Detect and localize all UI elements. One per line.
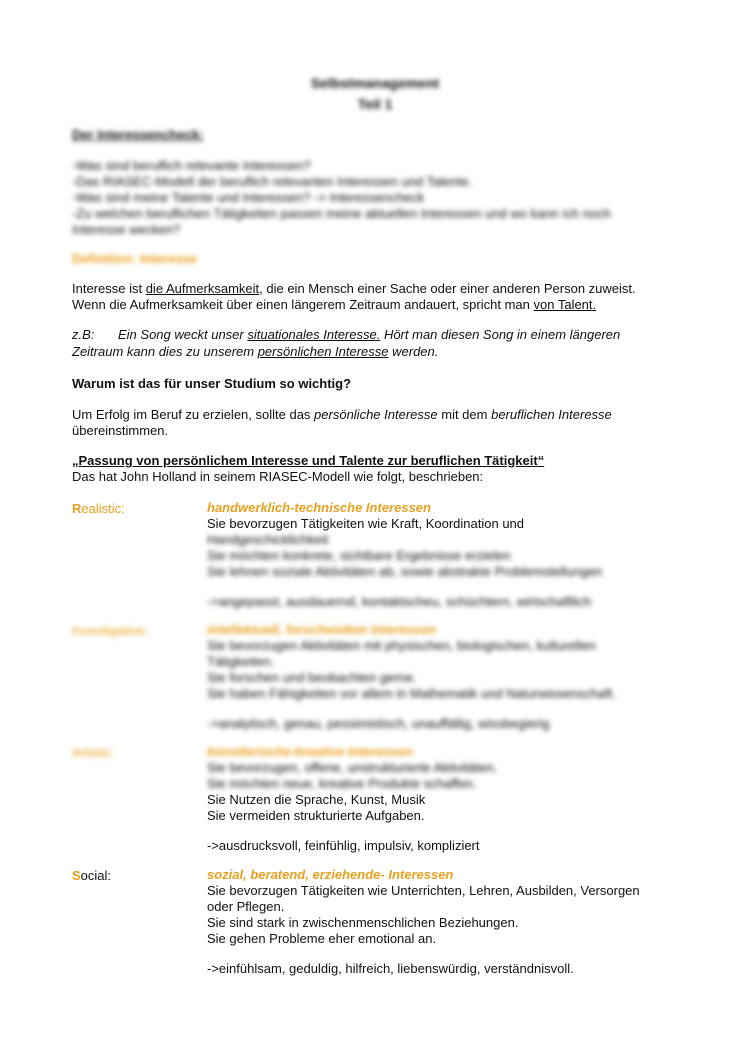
intro-question: -Was sind meine Talente und Interessen? -> Interessencheck [72,190,425,205]
example-line-2: Zeitraum kann dies zu unserem persönlichen Interesse werden. [72,344,439,359]
category-investigative-content [207,622,687,732]
category-head: künstlerische-kreative Interessen [207,744,413,759]
category-line: Sie gehen Probleme eher emotional an. [207,931,437,946]
example-line-1: z.B: Ein Song weckt unser situationales Interesse. Hört man diesen Song in einem längeren [72,327,621,342]
why-heading: Warum ist das für unser Studium so wichtig? [72,376,352,391]
intro-question: -Was sind beruflich relevante Interessen? [72,158,311,173]
category-line: Sie möchten neue, kreative Produkte schaffen. [207,776,477,791]
category-line: Sie bevorzugen, offene, unstrukturierte Aktivitäten. [207,760,498,775]
category-head: sozial, beratend, erziehende- Interessen [207,867,454,882]
category-line: Sie forschen und beobachten gerne. [207,670,417,685]
category-head: handwerklich-technische Interessen [207,500,431,515]
category-line: Sie bevorzugen Tätigkeiten wie Unterrichten, Lehren, Ausbilden, Versorgen [207,883,640,898]
definition-line-1: Interesse ist die Aufmerksamkeit, die ein Mensch einer Sache oder einer anderen Person zuweist. [72,281,636,296]
page-subtitle: Teil 1 [357,96,393,112]
category-line: Tätigkeiten. [207,654,275,669]
category-line: Sie lehnen soziale Aktivitäten ab, sowie abstrakte Problemstellungen [207,564,603,579]
holland-line: Das hat John Holland in seinem RIASEC-Modell wie folgt, beschrieben: [72,469,484,484]
category-line: Sie vermeiden strukturierte Aufgaben. [207,808,425,823]
intro-question: Interesse wecken? [72,222,181,237]
category-line: Sie Nutzen die Sprache, Kunst, Musik [207,792,426,807]
intro-heading: Der Interessencheck: [72,127,204,142]
category-line: oder Pflegen. [207,899,285,914]
category-social-content [207,867,687,977]
holland-heading: „Passung von persönlichem Interesse und Talente zur beruflichen Tätigkeit“ [72,453,545,468]
why-line-2: übereinstimmen. [72,423,169,438]
category-artistic-content [207,744,687,854]
category-line: Sie sind stark in zwischenmenschlichen Beziehungen. [207,915,519,930]
category-traits: ->ausdrucksvoll, feinfühlig, impulsiv, kompliziert [207,838,480,853]
category-line: Sie haben Fähigkeiten vor allem in Mathematik und Naturwissenschaft. [207,686,616,701]
category-line: Sie bevorzugen Aktivitäten mit physischen, biologischen, kulturellen [207,638,596,653]
category-artistic-label: Artistic: [72,745,115,760]
category-realistic-label: Realistic: [72,501,125,516]
why-line-1: Um Erfolg im Beruf zu erzielen, sollte das persönliche Interesse mit dem beruflichen Interesse [72,407,612,422]
intro-question: -Zu welchen beruflichen Tätigkeiten passen meine aktuellen Interessen und wo kann ich noch [72,206,611,221]
category-realistic-content [207,500,687,610]
category-line: Sie möchten konkrete, sichtbare Ergebnisse erzielen [207,548,511,563]
category-traits: ->analytisch, genau, pessimistisch, unauffällig, wissbegierig [207,716,550,731]
category-traits: ->einfühlsam, geduldig, hilfreich, liebenswürdig, verständnisvoll. [207,961,574,976]
definition-line-2: Wenn die Aufmerksamkeit über einen längerem Zeitraum andauert, spricht man von Talent. [72,297,597,312]
category-social-label: Social: [72,868,112,883]
category-line: Handgeschicklichkeit [207,532,329,547]
category-traits: ->angepasst, ausdauernd, kontaktscheu, schüchtern, wirtschaftlich [207,594,592,609]
category-investigative-label: Investigative: [72,623,148,638]
category-line: Sie bevorzugen Tätigkeiten wie Kraft, Koordination und [207,516,525,531]
intro-question: -Das RIASEC-Modell der beruflich relevanten Interessen und Talente. [72,174,473,189]
page-title: Selbstmanagement [310,75,440,91]
category-head: intellektuell, forschendem Interessen [207,622,437,637]
definition-heading: Definition: Interesse [72,251,197,266]
